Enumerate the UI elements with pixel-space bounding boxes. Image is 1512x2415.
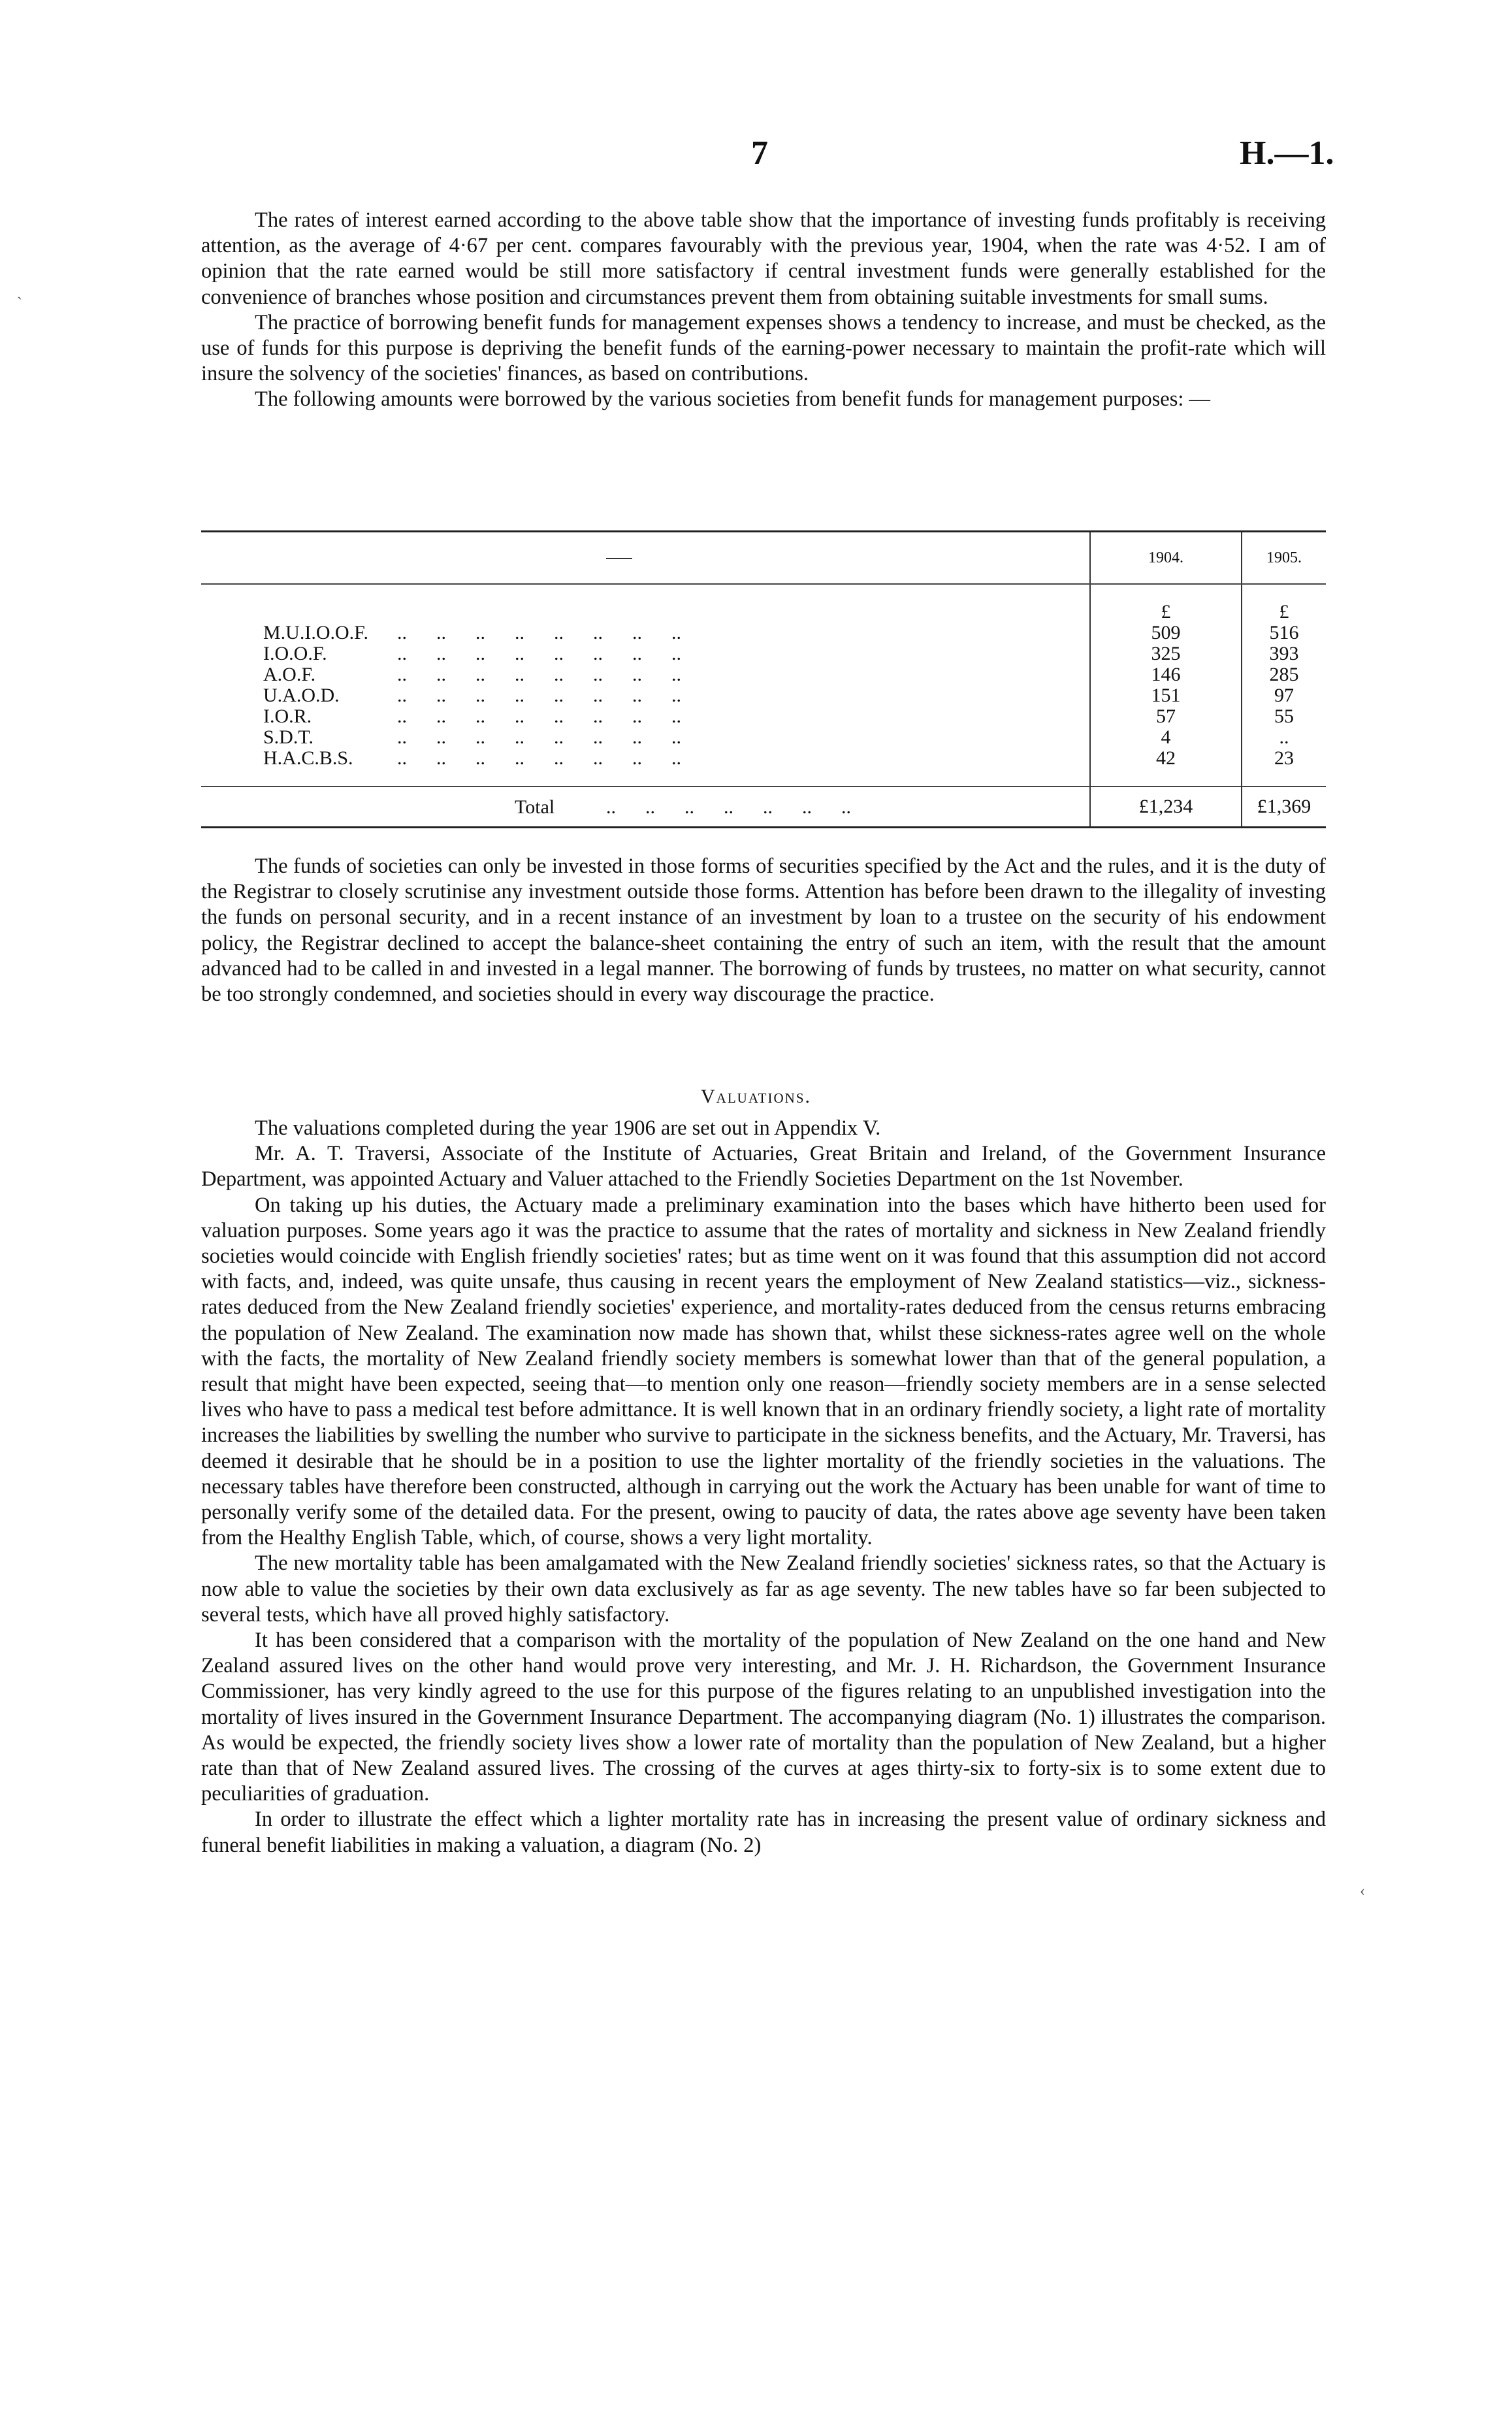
amount-1904: 151 [1090,685,1242,706]
amount-1904: 4 [1090,727,1242,748]
header-dash [606,558,632,559]
stray-mark: ‹ [1360,1883,1365,1900]
total-1905: £1,369 [1242,786,1326,828]
paragraph: The practice of borrowing benefit funds for management expenses shows a tendency to increase, and must be checked, as the use of funds for this purpose is depriving the benefit funds of the earning-power necessary to maintain the profit-rate which will insure the solvency of the societies' finances, as based on contributions. [201,310,1326,386]
society-name: H.A.C.B.S. [263,747,353,769]
amount-1904: 42 [1090,748,1242,769]
investment-section [201,854,1326,1007]
table-row: M.U.I.O.O.F. .. .. .. .. .. .. .. .. 509 516 [201,623,1326,643]
amount-1905: 55 [1242,706,1326,727]
society-name: U.A.O.D. [263,685,340,706]
column-header-1905: 1905. [1242,532,1326,585]
society-name: S.D.T. [263,726,314,748]
paragraph: It has been considered that a comparison with the mortality of the population of New Zealand on the one hand and New Zealand assured lives on the other hand would prove very interesting, and Mr. J. H. Richardson, the Government Insurance Commissioner, has very kindly agreed to the use for this purpose of the figures relating to an unpublished investigation into the mortality of lives insured in the Government Insurance Department. The accompanying diagram (No. 1) illustrates the comparison. As would be expected, the friendly society lives show a lower rate of mortality than the population of New Zealand, but a higher rate than that of New Zealand assured lives. The crossing of the curves at ages thirty-six to forty-six is to some extent due to peculiarities of graduation. [201,1629,1326,1806]
total-row: Total .. .. .. .. .. .. .. £1,234 £1,369 [201,786,1326,828]
paragraph: The funds of societies can only be invested in those forms of securities specified by the Act and the rules, and it is the duty of the Registrar to closely scrutinise any investment outside those forms. Attention has before been drawn to the illegality of investing the funds on personal security, and in a recent instance of an investment by loan to a trustee on the security of his endowment policy, the Registrar declined to accept the balance-sheet containing the entry of such an item, with the result that the amount advanced had to be called in and invested in a legal manner. The borrowing of funds by trustees, no matter on what security, cannot be too strongly condemned, and societies should in every way discourage the practice. [201,854,1326,1007]
valuations-section [201,1116,1326,1858]
amount-1904: 325 [1090,643,1242,664]
amount-1905: 285 [1242,664,1326,685]
amount-1905: 23 [1242,748,1326,769]
table-row: I.O.R. .. .. .. .. .. .. .. .. 57 55 [201,706,1326,727]
table-row: H.A.C.B.S. .. .. .. .. .. .. .. .. 42 23 [201,748,1326,769]
section-heading-valuations: Valuations. [701,1086,811,1107]
table-row: U.A.O.D. .. .. .. .. .. .. .. .. 151 97 [201,685,1326,706]
currency-symbol: £ [1090,602,1242,623]
column-header-1904: 1904. [1090,532,1242,585]
amount-1904: 509 [1090,623,1242,643]
page-number: 7 [751,135,768,172]
document-code: H.—1. [1240,135,1334,172]
table-header-row [201,532,1326,585]
table-row: I.O.O.F. .. .. .. .. .. .. .. .. 325 393 [201,643,1326,664]
amount-1905: 516 [1242,623,1326,643]
currency-symbol: £ [1242,602,1326,623]
amount-1904: 146 [1090,664,1242,685]
total-1904: £1,234 [1090,786,1242,828]
society-name: I.O.R. [263,705,312,727]
table-row: S.D.T. .. .. .. .. .. .. .. .. 4 .. [201,727,1326,748]
intro-section [201,208,1326,413]
amount-1905: 97 [1242,685,1326,706]
paragraph: The rates of interest earned according to the above table show that the importance of investing funds profitably is receiving attention, as the average of 4·67 per cent. compares favourably with the previous year, 1904, when the rate was 4·52. I am of opinion that the rate earned would be still more satisfactory if central investment funds were generally established for the convenience of branches whose position and circumstances prevent them from obtaining suitable investments for small sums. [201,208,1326,309]
amount-1904: 57 [1090,706,1242,727]
total-label: Total [515,796,555,818]
paragraph: The valuations completed during the year 1906 are set out in Appendix V. [255,1116,881,1140]
amount-1905: .. [1242,727,1326,748]
paragraph: On taking up his duties, the Actuary made a preliminary examination into the bases which have hitherto been used for valuation purposes. Some years ago it was the practice to assume that the rates of mortality and sickness in New Zealand friendly societies would coincide with English friendly societies' rates; but as time went on it was found that this assumption did not accord with facts, and, indeed, was quite unsafe, thus causing in recent years the employment of New Zealand statistics—viz., sickness-rates deduced from the New Zealand friendly societies' experience, and mortality-rates deduced from the census returns embracing the population of New Zealand. The examination now made has shown that, whilst these sickness-rates agree well on the whole with the facts, the mortality of New Zealand friendly society members is somewhat lower than that of the general population, a result that might have been expected, seeing that—to mention only one reason—friendly society members are in a sense selected lives who have to pass a medical test before admittance. It is well known that in an ordinary friendly society, a light rate of mortality increases the liabilities by swelling the number who survive to participate in the sickness benefits, and the Actuary, Mr. Traversi, has deemed it desirable that he should be in a position to use the lighter mortality of the friendly societies in the valuations. The necessary tables have therefore been constructed, although in carrying out the work the Actuary has been unable for want of time to personally verify some of the detailed data. For the present, owing to paucity of data, the rates above age seventy have been taken from the Healthy English Table, which, of course, shows a very light mortality. [201,1193,1326,1550]
paragraph: In order to illustrate the effect which a lighter mortality rate has in increasing the present value of ordinary sickness and funeral benefit liabilities in making a valuation, a diagram (No. 2) [201,1807,1326,1857]
paragraph: The new mortality table has been amalgamated with the New Zealand friendly societies' sickness rates, so that the Actuary is now able to value the societies by their own data exclusively as far as age seventy. The new tables have so far been subjected to several tests, which have all proved highly satisfactory. [201,1551,1326,1627]
stray-mark: ˋ [17,295,22,312]
society-name: I.O.O.F. [263,643,327,664]
society-name: M.U.I.O.O.F. [263,622,368,643]
paragraph: Mr. A. T. Traversi, Associate of the Institute of Actuaries, Great Britain and Ireland, of the Government Insurance Department, was appointed Actuary and Valuer attached to the Friendly Societies Department on the 1st November. [201,1142,1326,1191]
paragraph: The following amounts were borrowed by the various societies from benefit funds for management purposes: — [255,387,1211,412]
table-row: A.O.F. .. .. .. .. .. .. .. .. 146 285 [201,664,1326,685]
borrowed-funds-table [201,530,1326,828]
society-name: A.O.F. [263,664,316,685]
amount-1905: 393 [1242,643,1326,664]
currency-row [201,602,1326,623]
header-label-cell [201,532,1090,585]
